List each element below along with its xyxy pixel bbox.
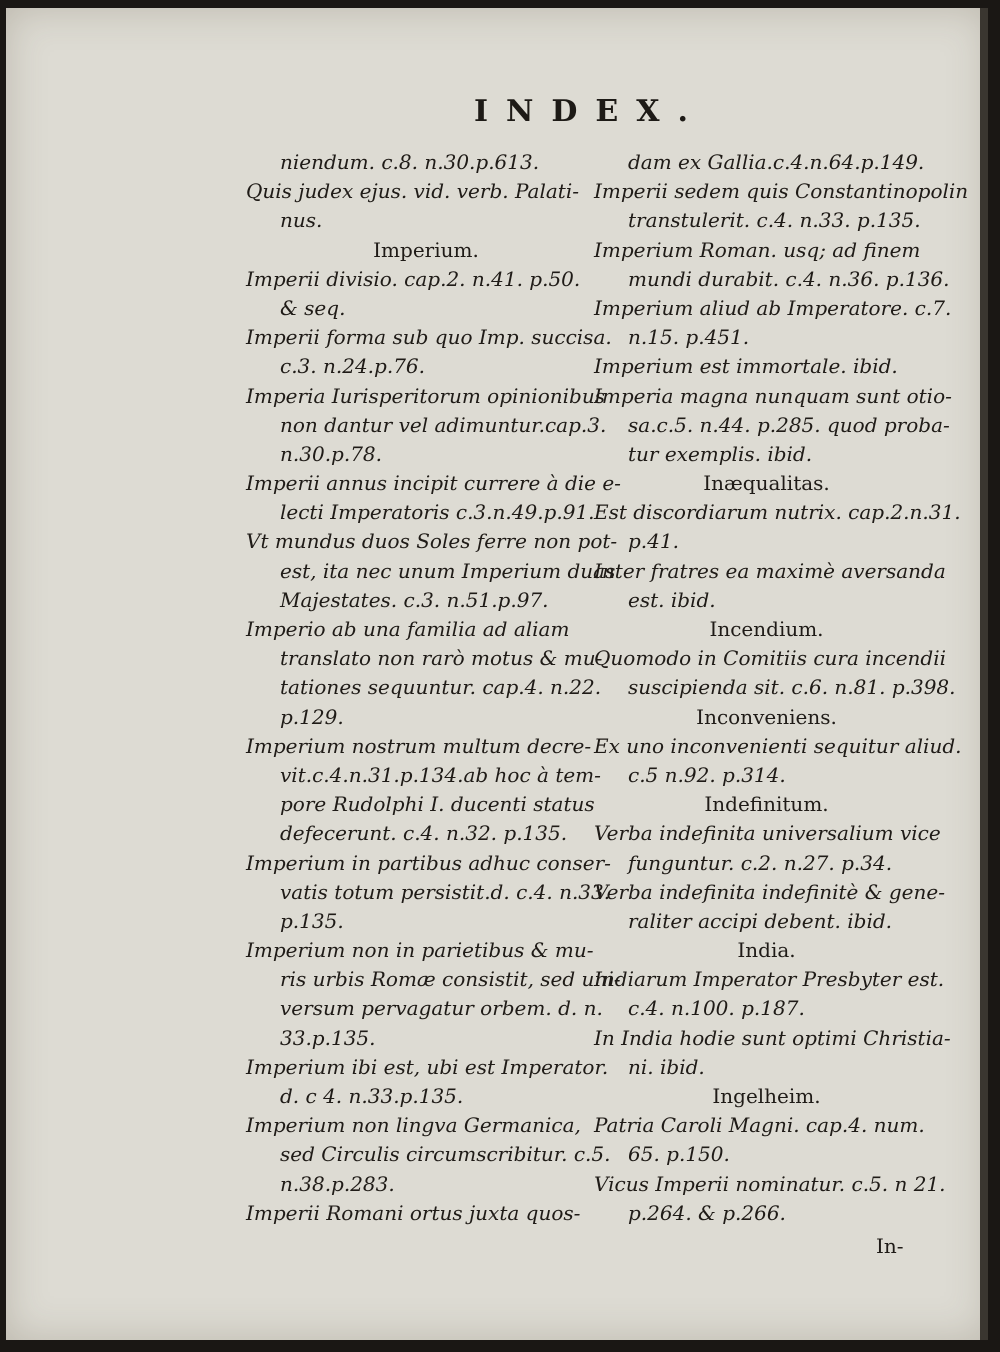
index-heading: Inæqualitas. [703,471,830,496]
index-entry-line: Imperii annus incipit currere à die e- [246,471,621,496]
left-index-column [246,148,621,1228]
index-entry-line: est. ibid. [628,587,716,612]
index-entry-line: Imperium non in parietibus & mu- [246,938,594,963]
index-entry-line: Vt mundus duos Soles ferre non pot- [246,529,618,554]
index-entry-line: Imperium non lingva Germanica, [246,1113,581,1138]
book-page [6,8,988,1340]
index-entry-line: n.15. p.451. [628,325,750,350]
index-entry-line: sed Circulis circumscribitur. c.5. [280,1142,611,1167]
index-entry-line: lecti Imperatoris c.3.n.49.p.91. [280,500,595,525]
right-index-column [594,148,969,1228]
index-entry-line: translato non rarò motus & mu- [280,646,603,671]
index-entry-line: versum pervagatur orbem. d. n. [280,996,603,1021]
index-entry-line: defecerunt. c.4. n.32. p.135. [280,821,568,846]
index-entry-line: mundi durabit. c.4. n.36. p.136. [628,266,950,291]
index-entry-line: suscipienda sit. c.6. n.81. p.398. [628,675,956,700]
index-entry-line: Imperii sedem quis Constantinopolin [594,179,969,204]
index-entry-line: Majestates. c.3. n.51.p.97. [280,587,549,612]
index-entry-line: est, ita nec unum Imperium duas [280,558,616,583]
index-entry-line: c.5 n.92. p.314. [628,762,786,787]
index-heading: Incendium. [709,617,824,641]
index-entry-line: sa.c.5. n.44. p.285. quod proba- [628,412,950,437]
index-entry-line: vatis totum persistit.d. c.4. n.33. [280,879,611,904]
index-heading: Ingelheim. [712,1084,821,1108]
page-edge-shadow [980,8,988,1340]
index-entry-line: n.30.p.78. [280,441,383,466]
index-entry-line: niendum. c.8. n.30.p.613. [280,150,540,174]
index-entry-line: tationes sequuntur. cap.4. n.22. [280,675,602,700]
index-entry-line: vit.c.4.n.31.p.134.ab hoc à tem- [280,762,601,787]
index-entry-line: dam ex Gallia.c.4.n.64.p.149. [628,150,925,174]
index-entry-line: Est discordiarum nutrix. cap.2.n.31. [594,500,961,525]
index-entry-line: Imperium Roman. usq; ad finem [594,237,921,262]
index-entry-line: Ex uno inconvenienti sequitur aliud. [594,733,962,758]
index-heading: Inconveniens. [696,704,837,729]
index-entry-line: pore Rudolphi I. ducenti status [280,792,595,817]
catchword: In- [876,1234,904,1258]
index-entry-line: n.38.p.283. [280,1171,395,1196]
index-heading: Indefinitum. [704,792,829,817]
index-entry-line: Imperia magna nunquam sunt otio- [594,383,952,408]
index-entry-line: transtulerit. c.4. n.33. p.135. [628,208,921,233]
index-entry-line: 33.p.135. [280,1025,376,1050]
index-entry-line: raliter accipi debent. ibid. [628,908,893,933]
index-entry-line: Imperium in partibus adhuc conser- [246,850,611,875]
index-entry-line: c.4. n.100. p.187. [628,996,805,1021]
index-entry-line: Quomodo in Comitiis cura incendii [594,646,947,671]
index-entry-line: Imperium ibi est, ubi est Imperator. [246,1054,609,1079]
index-entry-line: 65. p.150. [628,1142,730,1167]
index-entry-line: d. c 4. n.33.p.135. [280,1084,464,1108]
index-entry-line: & seq. [280,295,346,320]
index-entry-line: p.129. [280,704,344,729]
index-entry-line: In India hodie sunt optimi Christia- [594,1025,951,1050]
index-entry-line: Patria Caroli Magni. cap.4. num. [594,1113,925,1138]
index-entry-line: Imperium est immortale. ibid. [594,354,898,379]
index-entry-line: Verba indefinita universalium vice [594,821,941,846]
index-entry-line: Quis judex ejus. vid. verb. Palati- [246,179,579,204]
index-entry-line: Imperio ab una familia ad aliam [246,617,570,641]
index-entry-line: ris urbis Romæ consistit, sed uni- [280,967,621,992]
index-entry-line: Imperium nostrum multum decre- [246,733,592,758]
index-entry-line: Imperii Romani ortus juxta quos- [246,1200,581,1225]
index-entry-line: nus. [280,208,323,233]
index-entry-line: Inter fratres ea maximè aversanda [594,558,946,583]
page-header: INDEX. [473,94,706,129]
index-entry-line: Indiarum Imperator Presbyter est. [594,967,945,992]
index-entry-line: Vicus Imperii nominatur. c.5. n 21. [594,1171,946,1196]
index-entry-line: p.264. & p.266. [628,1200,786,1225]
index-heading: Imperium. [373,237,479,262]
index-entry-line: Imperii divisio. cap.2. n.41. p.50. [246,266,581,291]
index-entry-line: Imperii forma sub quo Imp. succisa. [246,325,612,350]
index-entry-line: tur exemplis. ibid. [628,441,813,466]
index-entry-line: p.41. [628,529,679,554]
index-entry-line: ni. ibid. [628,1054,705,1079]
index-entry-line: funguntur. c.2. n.27. p.34. [628,850,893,875]
index-entry-line: non dantur vel adimuntur.cap.3. [280,412,607,437]
index-heading: India. [737,938,796,963]
index-entry-line: c.3. n.24.p.76. [280,354,426,379]
index-entry-line: Imperia Iurisperitorum opinionibus [246,383,605,408]
index-entry-line: p.135. [280,908,344,933]
index-entry-line: Imperium aliud ab Imperatore. c.7. [594,295,952,320]
index-entry-line: Verba indefinita indefinitè & gene- [594,879,945,904]
